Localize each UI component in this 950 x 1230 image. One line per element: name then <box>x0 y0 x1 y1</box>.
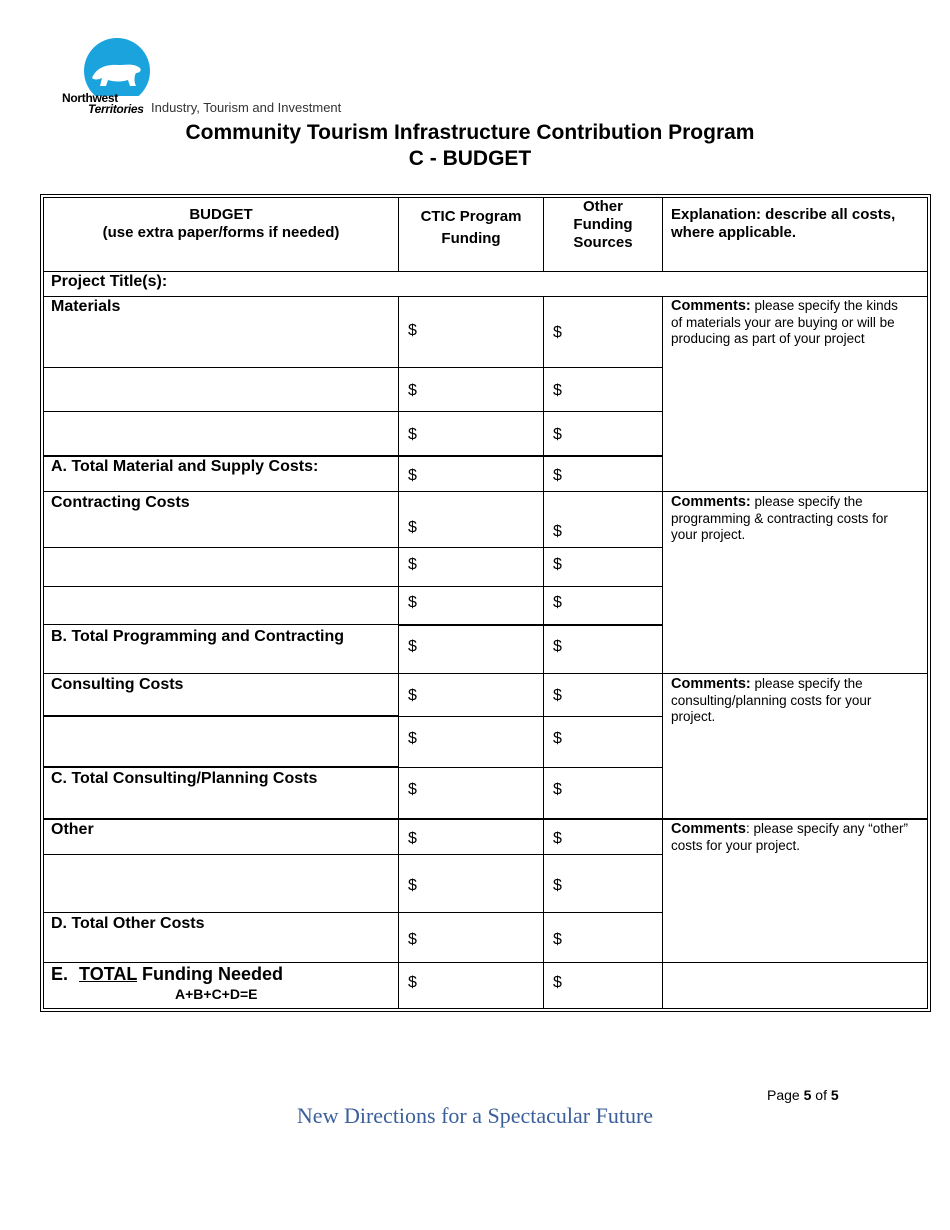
row-divider <box>43 411 662 412</box>
other-amount-field[interactable]: $ <box>553 523 562 540</box>
contracting-comment-lead: Comments: <box>671 494 751 510</box>
grand-total-prefix: E. <box>51 964 69 984</box>
section-divider <box>43 491 928 492</box>
consulting-comment-text: please specify the consulting/planning costs for your project. <box>671 676 872 724</box>
row-divider <box>398 767 662 768</box>
ctic-amount-field[interactable]: $ <box>408 426 417 443</box>
consulting-comment-lead: Comments: <box>671 676 751 692</box>
consulting-costs-label: Consulting Costs <box>51 676 184 693</box>
column-divider <box>662 197 663 271</box>
page-subtitle: C - BUDGET <box>408 147 532 170</box>
materials-label: Materials <box>51 298 121 315</box>
other-amount-field[interactable]: $ <box>553 426 562 443</box>
page-number <box>767 1087 839 1103</box>
project-title-label: Project Title(s): <box>51 273 168 290</box>
grand-total-suffix: Funding Needed <box>142 964 284 984</box>
ctic-amount-field[interactable]: $ <box>408 322 417 339</box>
nwt-logo <box>62 38 362 120</box>
section-divider <box>43 818 928 820</box>
other-amount-field[interactable]: $ <box>553 687 562 704</box>
materials-comment <box>671 298 911 348</box>
page-title: Community Tourism Infrastructure Contribution Program <box>185 121 755 144</box>
ctic-amount-field[interactable]: $ <box>408 594 417 611</box>
consulting-comment <box>671 676 911 726</box>
other-costs-label: Other <box>51 821 94 838</box>
row-divider <box>398 716 662 717</box>
ctic-total-d-field[interactable]: $ <box>408 931 417 948</box>
section-divider <box>43 962 928 963</box>
other-amount-field[interactable]: $ <box>553 877 562 894</box>
header-budget <box>44 206 398 242</box>
table-left-inner-border <box>43 197 44 1009</box>
other-grand-total-field[interactable]: $ <box>553 974 562 991</box>
ctic-grand-total-field[interactable]: $ <box>408 974 417 991</box>
contracting-comment-text: please specify the programming & contracting costs for your project. <box>671 494 888 542</box>
other-amount-field[interactable]: $ <box>553 594 562 611</box>
ctic-amount-field[interactable]: $ <box>408 687 417 704</box>
logo-text-territories: Territories <box>88 102 144 116</box>
header-ctic-funding: CTIC Program Funding <box>420 208 522 247</box>
header-explanation: Explanation: describe all costs, where applicable. <box>671 206 896 241</box>
grand-total-word: TOTAL <box>79 964 138 984</box>
table-right-inner-border <box>927 197 928 1009</box>
ctic-amount-field[interactable]: $ <box>408 730 417 747</box>
ctic-total-a-field[interactable]: $ <box>408 467 417 484</box>
row-divider <box>43 271 928 272</box>
other-amount-field[interactable]: $ <box>553 382 562 399</box>
row-divider <box>43 455 662 457</box>
contracting-costs-label: Contracting Costs <box>51 494 190 511</box>
ctic-amount-field[interactable]: $ <box>408 556 417 573</box>
other-comment-text: : please specify any “other” costs for your project. <box>671 821 909 853</box>
other-amount-field[interactable]: $ <box>553 556 562 573</box>
row-divider <box>43 296 928 297</box>
page-total: 5 <box>830 1087 839 1103</box>
contracting-comment <box>671 494 911 544</box>
other-total-d-field[interactable]: $ <box>553 931 562 948</box>
ctic-total-b-field[interactable]: $ <box>408 638 417 655</box>
grand-total-formula: A+B+C+D=E <box>175 986 258 1002</box>
other-total-a-field[interactable]: $ <box>553 467 562 484</box>
ctic-total-c-field[interactable]: $ <box>408 781 417 798</box>
ctic-amount-field[interactable]: $ <box>408 830 417 847</box>
row-divider <box>43 912 662 913</box>
polar-bear-logo-icon <box>82 38 152 96</box>
table-bottom-inner-border <box>43 1008 928 1009</box>
other-amount-field[interactable]: $ <box>553 730 562 747</box>
column-divider <box>543 296 544 1009</box>
materials-comment-lead: Comments: <box>671 298 751 314</box>
footer-slogan: New Directions for a Spectacular Future <box>296 1103 654 1128</box>
other-total-c-field[interactable]: $ <box>553 781 562 798</box>
ctic-amount-field[interactable]: $ <box>408 519 417 536</box>
column-divider <box>543 197 544 271</box>
page-current: 5 <box>803 1087 812 1103</box>
other-comment-lead: Comments <box>671 821 746 837</box>
row-divider <box>43 854 662 855</box>
other-total-b-field[interactable]: $ <box>553 638 562 655</box>
materials-comment-text: please specify the kinds of materials your are buying or will be producing as part of your project <box>671 298 898 346</box>
other-amount-field[interactable]: $ <box>553 324 562 341</box>
column-divider <box>398 197 399 271</box>
column-divider <box>662 296 663 1009</box>
page-of: of <box>815 1087 827 1103</box>
row-divider <box>43 624 398 625</box>
other-total-label: D. Total Other Costs <box>51 915 205 932</box>
logo-text-northwest: Northwest <box>62 91 118 105</box>
other-comment <box>671 821 911 854</box>
header-budget-title: BUDGET <box>189 206 253 223</box>
other-amount-field[interactable]: $ <box>553 830 562 847</box>
table-top-inner-border <box>43 197 928 198</box>
ctic-amount-field[interactable]: $ <box>408 877 417 894</box>
column-divider <box>398 296 399 1009</box>
materials-total-label: A. Total Material and Supply Costs: <box>51 458 319 475</box>
department-name: Industry, Tourism and Investment <box>151 100 342 115</box>
consulting-total-label: C. Total Consulting/Planning Costs <box>51 770 318 787</box>
row-divider <box>43 367 662 368</box>
row-divider <box>43 547 662 548</box>
contracting-total-label: B. Total Programming and Contracting <box>51 628 345 645</box>
row-divider <box>43 586 662 587</box>
row-divider <box>398 624 662 626</box>
row-divider <box>43 766 398 768</box>
ctic-amount-field[interactable]: $ <box>408 382 417 399</box>
row-divider <box>43 715 398 717</box>
header-other-funding: Other Funding Sources <box>573 198 633 251</box>
grand-total-label <box>51 964 283 985</box>
header-budget-note: (use extra paper/forms if needed) <box>102 224 340 241</box>
page-word: Page <box>767 1087 800 1103</box>
section-divider <box>43 673 928 674</box>
